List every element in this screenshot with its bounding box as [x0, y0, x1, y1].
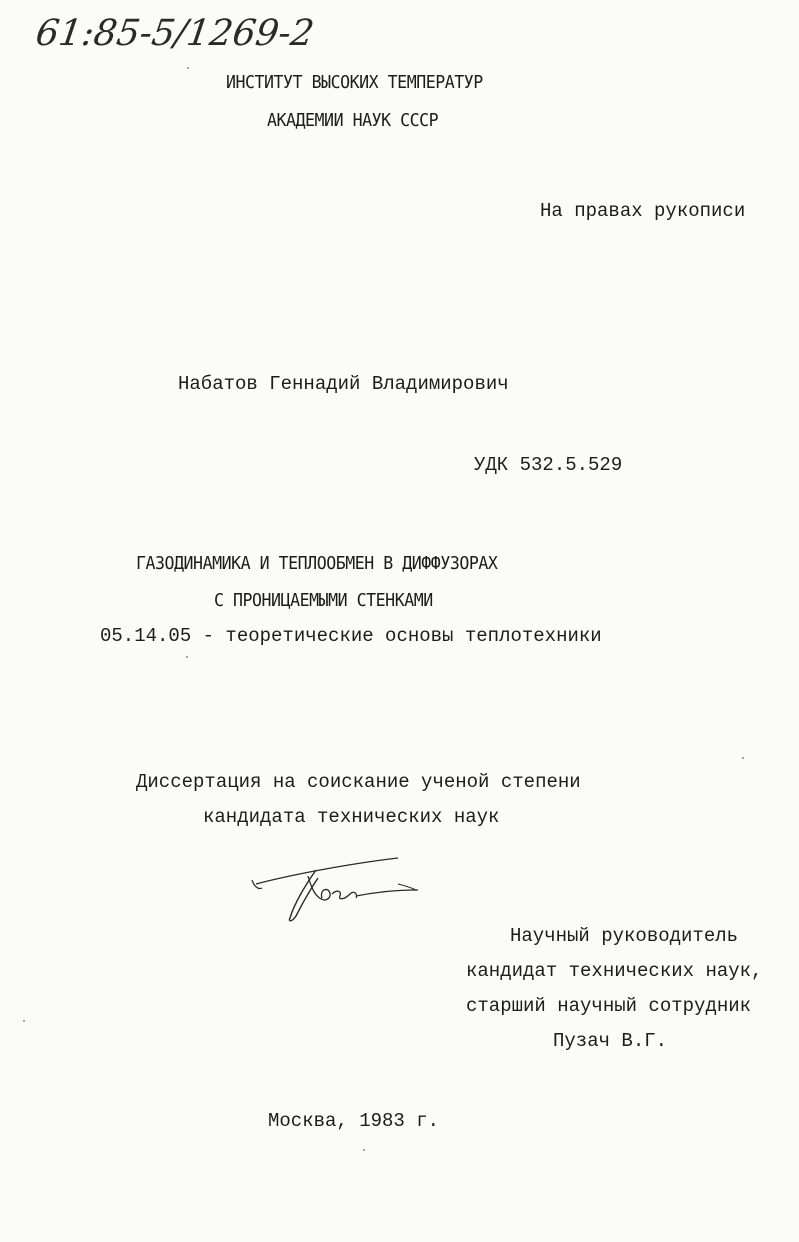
paper-speck: [742, 757, 744, 759]
paper-speck: [23, 1020, 25, 1022]
dissertation-line1: Диссертация на соискание ученой степени: [136, 771, 581, 793]
udk-code: УДК 532.5.529: [474, 454, 623, 476]
manuscript-rights-note: На правах рукописи: [540, 200, 746, 222]
institute-name-line1: ИНСТИТУТ ВЫСОКИХ ТЕМПЕРАТУР: [226, 72, 483, 93]
specialty-code: 05.14.05 - теоретические основы теплотехники: [100, 625, 602, 647]
thesis-title-line2: С ПРОНИЦАЕМЫМИ СТЕНКАМИ: [214, 590, 433, 611]
dissertation-line2: кандидата технических наук: [203, 806, 500, 828]
author-name: Набатов Геннадий Владимирович: [178, 373, 509, 395]
paper-speck: [363, 1149, 365, 1151]
paper-speck: [186, 656, 188, 658]
institute-name-line2: АКАДЕМИИ НАУК СССР: [267, 110, 439, 131]
place-and-year: Москва, 1983 г.: [268, 1110, 440, 1132]
supervisor-position: старший научный сотрудник: [466, 995, 752, 1017]
handwritten-archive-code: 61:85-5/1269-2: [33, 13, 317, 54]
paper-speck: [187, 67, 189, 69]
thesis-title-line1: ГАЗОДИНАМИКА И ТЕПЛООБМЕН В ДИФФУЗОРАХ: [136, 553, 498, 574]
supervisor-degree: кандидат технических наук,: [466, 960, 763, 982]
supervisor-name: Пузач В.Г.: [553, 1030, 668, 1052]
supervisor-title: Научный руководитель: [510, 925, 739, 947]
author-signature: [246, 850, 426, 930]
